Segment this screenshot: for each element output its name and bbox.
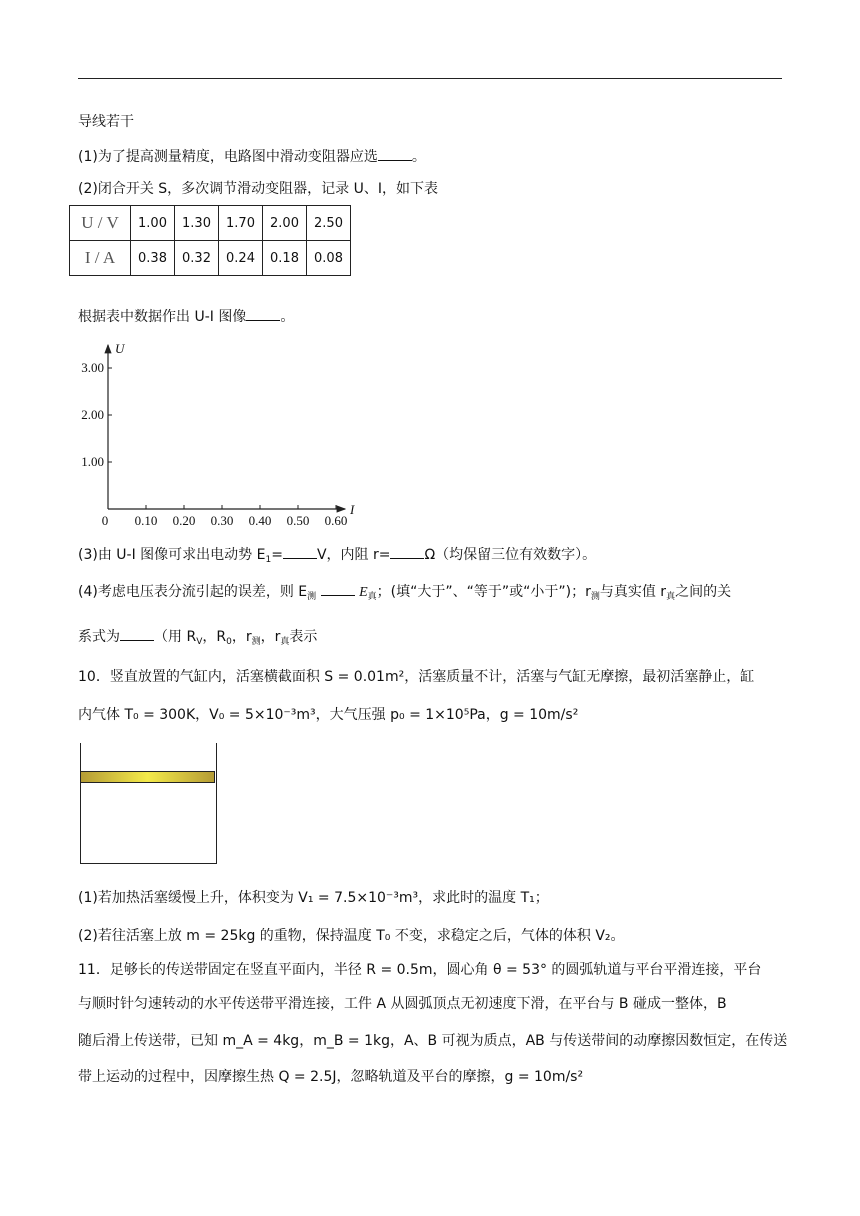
q4-text: (4)考虑电压表分流引起的误差，则 E: [78, 584, 308, 600]
table-cell: 0.32: [175, 241, 219, 276]
question-3: [78, 544, 596, 570]
x-tick-label: 0.30: [210, 513, 234, 528]
x-tick-label: 0.10: [134, 513, 158, 528]
q3-suffix: Ω（均保留三位有效数字）。: [424, 547, 597, 563]
table-cell: 0.18: [263, 241, 307, 276]
question-4-line-1: [78, 581, 731, 607]
table-cell: 1.00: [131, 206, 175, 241]
q3-subscript: 1: [265, 555, 272, 565]
y-tick-label: 1.00: [81, 454, 104, 469]
q1-answer-blank[interactable]: [378, 146, 412, 161]
x-tick-label: 0.50: [286, 513, 310, 528]
table-cell: 0.08: [307, 241, 351, 276]
q4-text-3: 与真实值 r: [599, 584, 667, 600]
table-header-u: U / V: [70, 206, 131, 241]
x-tick-label: 0.20: [172, 513, 196, 528]
graph-prompt-suffix: 。: [280, 309, 295, 325]
q4-text-4: 之间的关: [675, 584, 732, 600]
graph-prompt-text: 根据表中数据作出 U-I 图像: [78, 309, 247, 325]
table-row-i: [70, 241, 351, 276]
q4-e-true: E: [359, 585, 368, 600]
q4-sub-true-2: 真: [666, 592, 676, 602]
x-tick-label: 0.40: [248, 513, 272, 528]
y-tick-label: 3.00: [81, 360, 104, 375]
graph-answer-blank[interactable]: [246, 306, 280, 321]
y-axis-label: U: [115, 341, 125, 356]
q3-resistance-blank[interactable]: [390, 544, 424, 559]
q4-sub-0: 0: [226, 637, 232, 647]
table-cell: 2.50: [307, 206, 351, 241]
materials-line: 导线若干: [78, 114, 134, 130]
q4-text-2: ；(填“大于”、“等于”或“小于”)；r: [376, 584, 591, 600]
u-i-graph: [70, 335, 370, 535]
q1-suffix: 。: [411, 149, 426, 165]
question-2: (2)闭合开关 S，多次调节滑动变阻器，记录 U、I，如下表: [78, 181, 438, 197]
problem-10-line-1: 10．竖直放置的气缸内，活塞横截面积 S = 0.01m²，活塞质量不计，活塞与气缸无摩擦，最初活塞静止，缸: [78, 669, 755, 685]
problem-10-line-2: 内气体 T₀ = 300K，V₀ = 5×10⁻³m³，大气压强 p₀ = 1×10⁵Pa，g = 10m/s²: [78, 707, 579, 723]
q4-r-true: ，r: [260, 629, 281, 645]
q3-resistance-text: V，内阻 r=: [316, 547, 391, 563]
q4-sub-measured: 测: [307, 592, 317, 602]
q4-end: 表示: [289, 629, 318, 645]
table-cell: 1.30: [175, 206, 219, 241]
table-cell: 2.00: [263, 206, 307, 241]
problem-11-line-1: 11．足够长的传送带固定在竖直平面内，半径 R = 0.5m，圆心角 θ = 53° 的圆弧轨道与平台平滑连接，平台: [78, 962, 762, 978]
x-axis-label: I: [350, 502, 355, 517]
data-table: [69, 205, 351, 276]
q4-relation-blank[interactable]: [120, 626, 154, 641]
graph-prompt: [78, 306, 294, 327]
question-1: [78, 146, 426, 167]
q4-sub-v: V: [196, 637, 203, 647]
question-4-line-2: [78, 626, 317, 652]
problem-11-line-2: 与顺时针匀速转动的水平传送带平滑连接，工件 A 从圆弧顶点无初速度下滑，在平台与 B 碰成一整体，B: [78, 996, 727, 1012]
piston: [80, 771, 215, 783]
y-tick-label: 2.00: [81, 407, 104, 422]
table-cell: 1.70: [219, 206, 263, 241]
q3-emf-blank[interactable]: [283, 544, 317, 559]
table-header-i: I / A: [70, 241, 131, 276]
q4-line2-text: 系式为: [78, 629, 120, 645]
axis-ticks: [81, 360, 347, 528]
q4-line2-text-b: （用 R: [154, 629, 197, 645]
x-tick-label: 0: [101, 513, 109, 528]
table-row-u: [70, 206, 351, 241]
q4-sub-true-3: 真: [280, 637, 290, 647]
q4-r-measured: ，r: [231, 629, 252, 645]
q1-text: (1)为了提高测量精度，电路图中滑动变阻器应选: [78, 149, 378, 165]
q4-compare-blank[interactable]: [321, 581, 355, 596]
q4-sub-measured-3: 测: [251, 637, 261, 647]
problem-10-sub-2: (2)若往活塞上放 m = 25kg 的重物，保持温度 T₀ 不变，求稳定之后，气体的体积 V₂。: [78, 928, 625, 944]
problem-11-line-3: 随后滑上传送带，已知 m_A = 4kg，m_B = 1kg，A、B 可视为质点，AB 与传送带间的动摩擦因数恒定，在传送: [78, 1033, 788, 1049]
q3-equals: =: [271, 547, 283, 563]
q4-sub-measured-2: 测: [590, 592, 600, 602]
q3-text: (3)由 U-I 图像可求出电动势 E: [78, 547, 266, 563]
table-cell: 0.24: [219, 241, 263, 276]
q4-r0: ，R: [202, 629, 227, 645]
problem-11-line-4: 带上运动的过程中，因摩擦生热 Q = 2.5J，忽略轨道及平台的摩擦，g = 10m/s²: [78, 1069, 584, 1085]
x-tick-label: 0.60: [324, 513, 348, 528]
gas-cylinder-diagram: [80, 743, 217, 864]
q4-sub-true: 真: [367, 592, 377, 602]
top-rule: [78, 78, 782, 79]
table-cell: 0.38: [131, 241, 175, 276]
problem-10-sub-1: (1)若加热活塞缓慢上升，体积变为 V₁ = 7.5×10⁻³m³，求此时的温度 T₁；: [78, 890, 549, 906]
